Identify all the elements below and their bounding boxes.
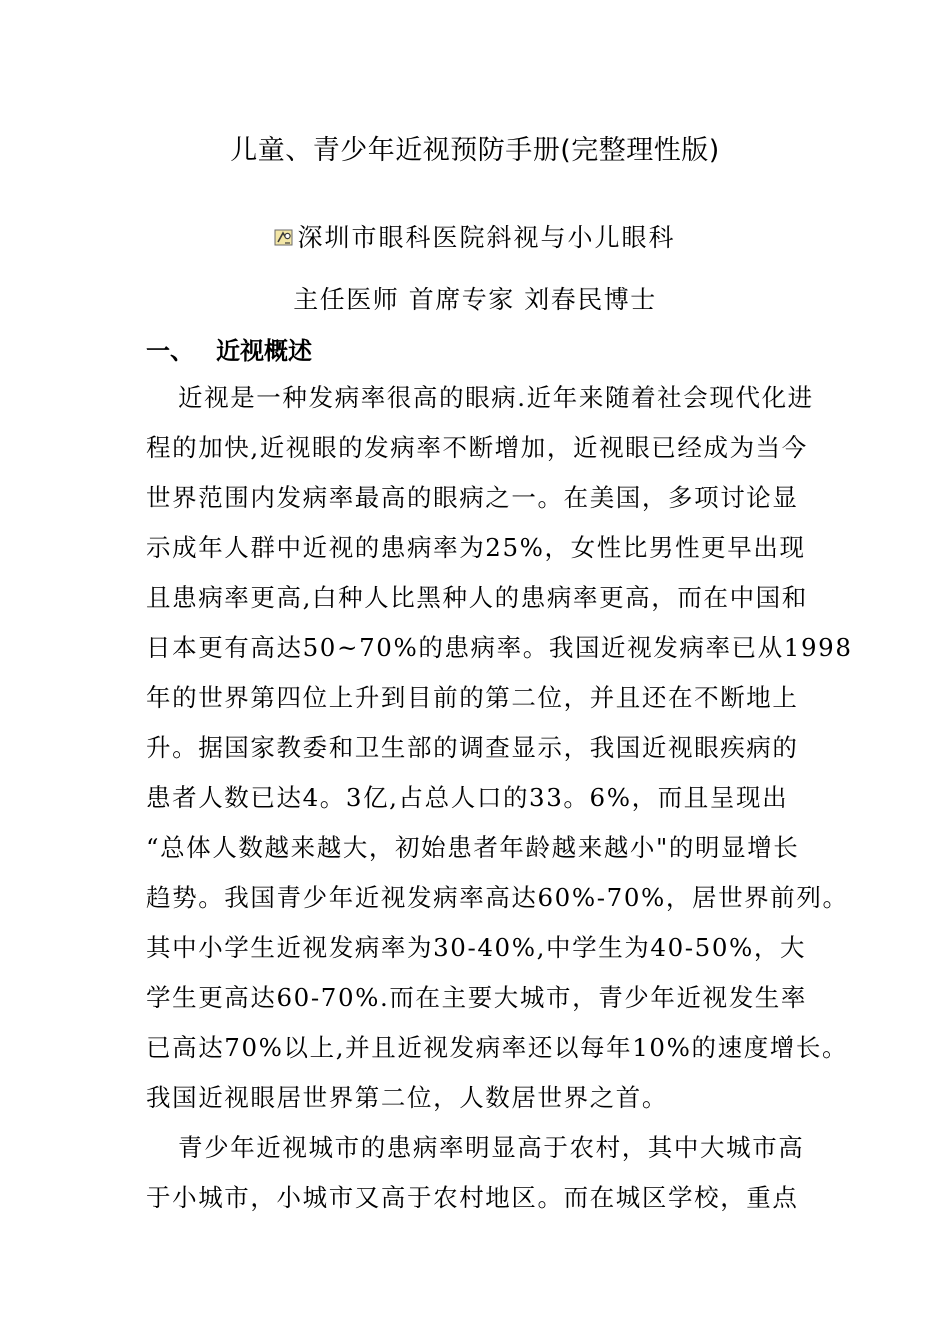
body-line: 年的世界第四位上升到目前的第二位，并且还在不断地上: [146, 683, 799, 712]
body-line: 我国近视眼居世界第二位，人数居世界之首。: [146, 1083, 668, 1112]
body-line: 学生更高达60-70%.而在主要大城市，青少年近视发生率: [146, 983, 807, 1012]
body-line: 示成年人群中近视的患病率为25%，女性比男性更早出现: [146, 533, 806, 562]
section-number: 一、: [146, 337, 194, 365]
body-line: “总体人数越来越大，初始患者年龄越来越小"的明显增长: [146, 833, 800, 862]
body-line: 且患病率更高,白种人比黑种人的患病率更高，而在中国和: [146, 583, 808, 612]
affiliation-line: [0, 221, 950, 255]
document-title: 儿童、青少年近视预防手册(完整理性版): [230, 135, 720, 166]
section-heading: [146, 334, 312, 368]
body-line: 其中小学生近视发病率为30-40%,中学生为40-50%，大: [146, 933, 807, 962]
section-title: 近视概述: [216, 337, 312, 365]
body-line: 青少年近视城市的患病率明显高于农村，其中大城市高: [178, 1133, 805, 1162]
body-line: 于小城市，小城市又高于农村地区。而在城区学校，重点: [146, 1183, 799, 1212]
document-link-icon: [274, 228, 294, 248]
author-line: 主任医师 首席专家 刘春民博士: [293, 285, 657, 314]
body-line: 程的加快,近视眼的发病率不断增加，近视眼已经成为当今: [146, 433, 808, 462]
body-line: 升。据国家教委和卫生部的调查显示，我国近视眼疾病的: [146, 733, 799, 762]
body-line: 世界范围内发病率最高的眼病之一。在美国，多项讨论显: [146, 483, 799, 512]
body-line: 日本更有高达50~70%的患病率。我国近视发病率已从1998: [146, 633, 853, 662]
body-line: 近视是一种发病率很高的眼病.近年来随着社会现代化进: [178, 383, 814, 412]
affiliation-text: 深圳市眼科医院斜视与小儿眼科: [297, 223, 676, 252]
body-line: 趋势。我国青少年近视发病率高达60%-70%，居世界前列。: [146, 883, 849, 912]
body-line: 患者人数已达4。3亿,占总人口的33。6%，而且呈现出: [146, 783, 789, 812]
body-line: 已高达70%以上,并且近视发病率还以每年10%的速度增长。: [146, 1033, 849, 1062]
